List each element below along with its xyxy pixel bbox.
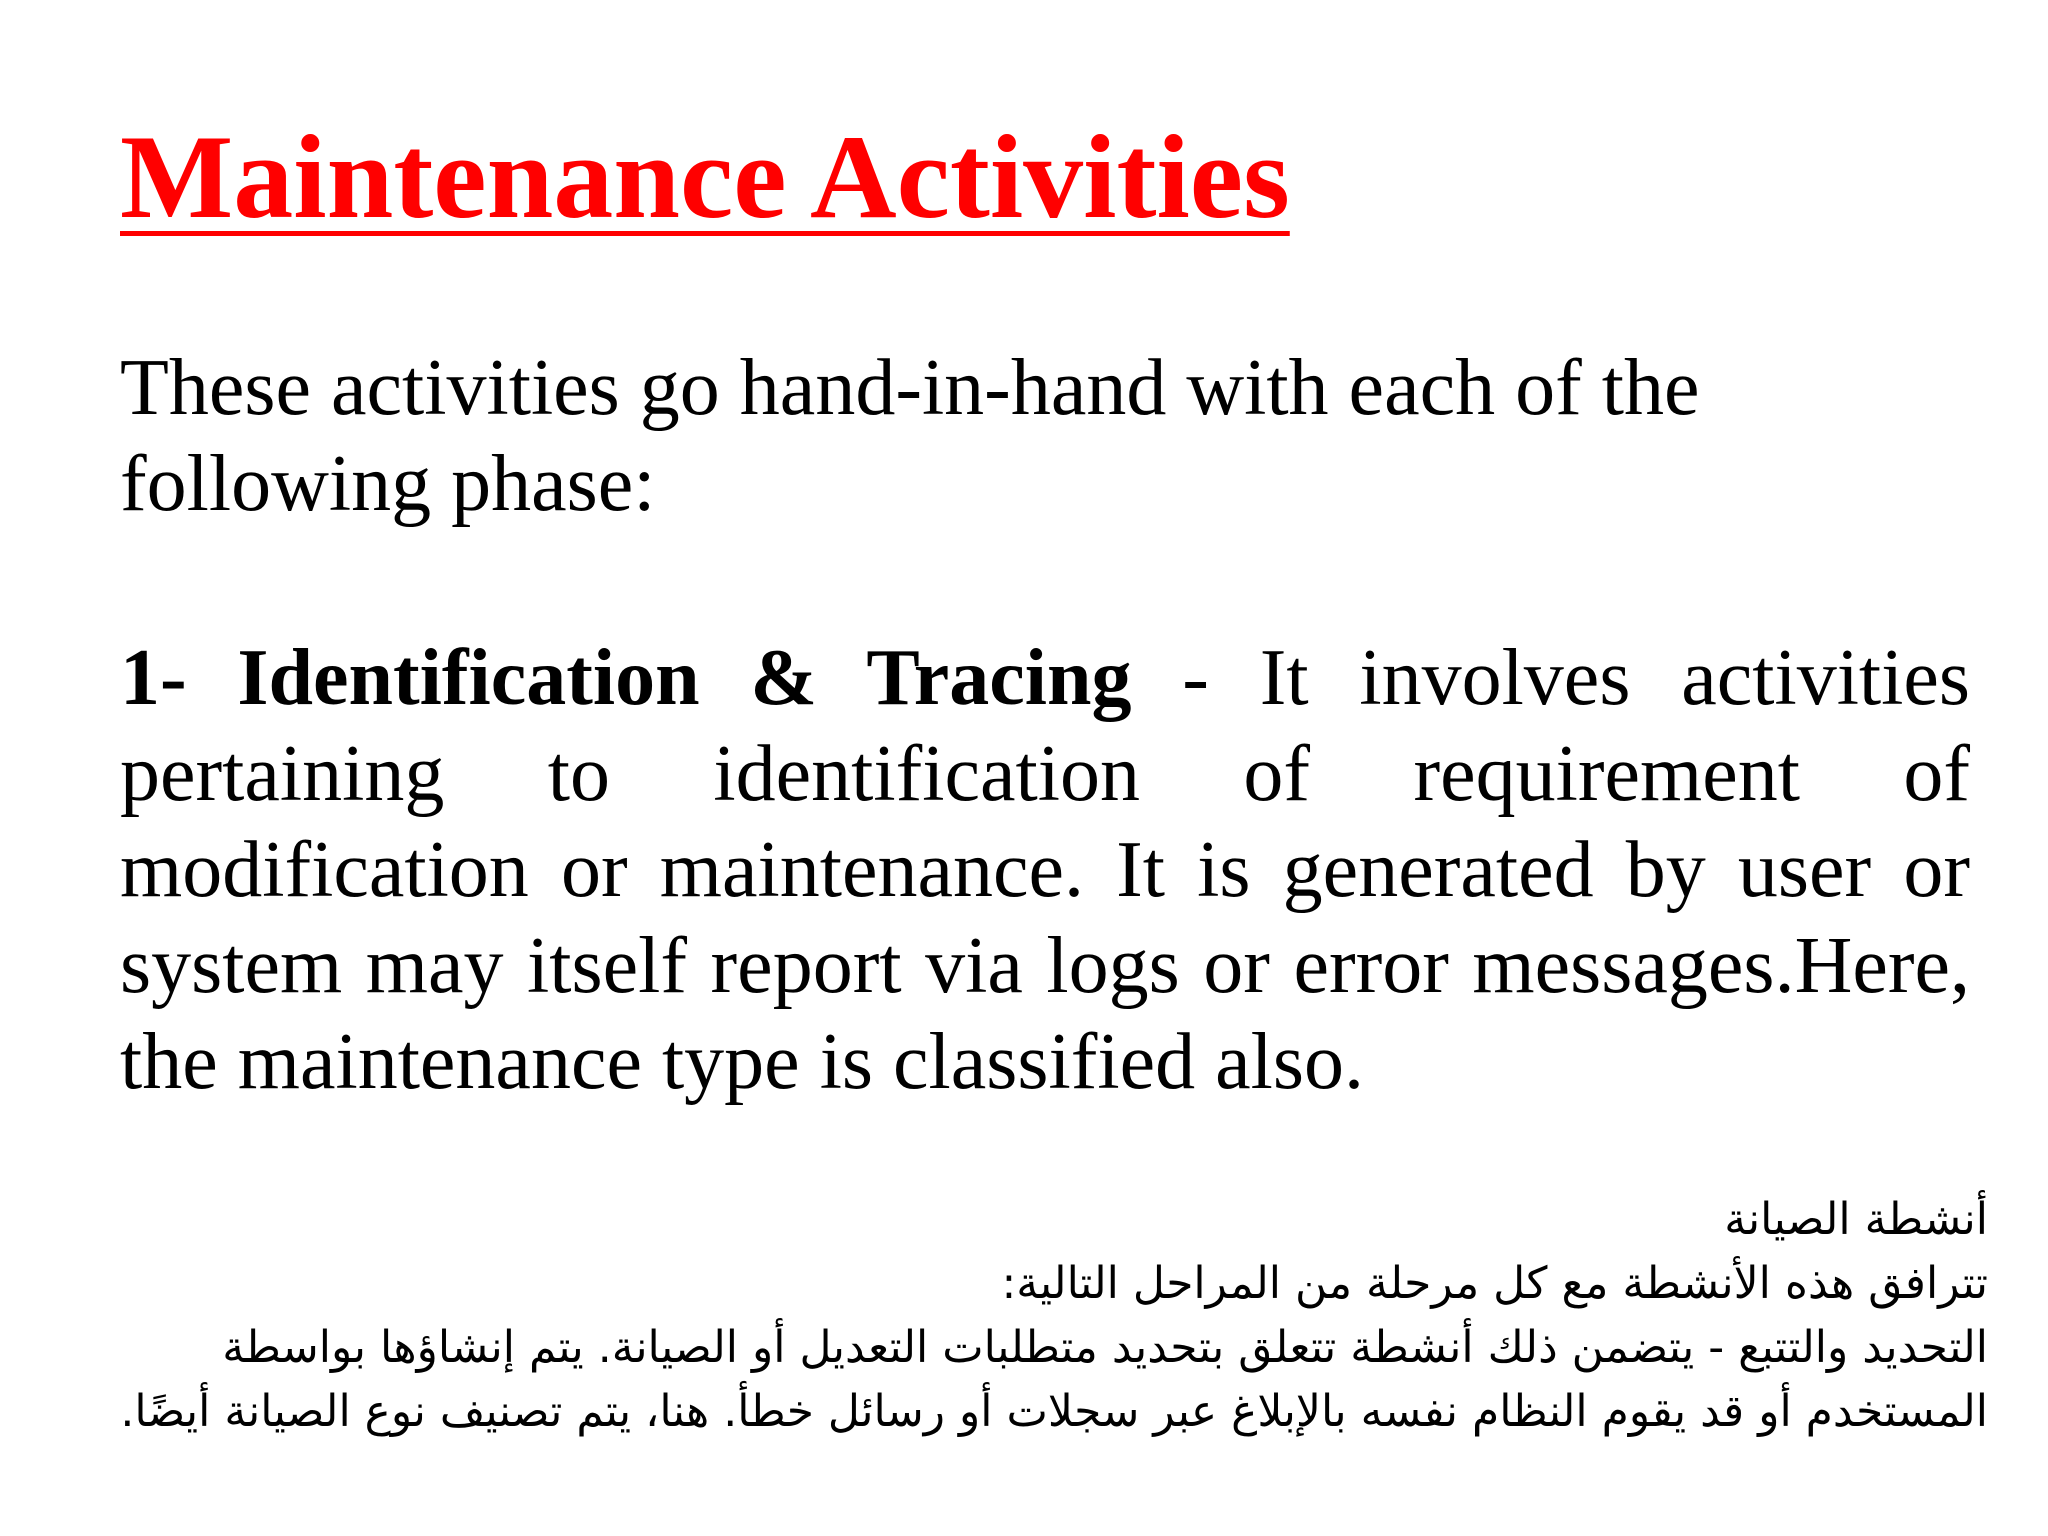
slide-title: Maintenance Activities — [120, 110, 1290, 243]
point-separator: - — [1131, 634, 1260, 722]
arabic-intro: تترافق هذه الأنشطة مع كل مرحلة من المراحل التالية: — [1001, 1258, 1988, 1309]
arabic-body: التحديد والتتبع - يتضمن ذلك أنشطة تتعلق بتحديد متطلبات التعديل أو الصيانة. يتم إنشاؤها بواسطة المستخدم أو قد يقوم النظام نفسه بالإبلاغ عبر سجلات أو رسائل خطأ. هنا، يتم تصنيف نوع الصيانة أيضًا. — [120, 1322, 1988, 1437]
point-body: It involves activities pertaining to identification of requirement of modification or maintenance. It is generated by user or system may itself report via logs or error messages.Here, the maintenance type is classified also. — [120, 634, 1971, 1106]
arabic-heading: أنشطة الصيانة — [1724, 1194, 1988, 1245]
point-paragraph — [120, 630, 1970, 1110]
point-lead: 1- Identification & Tracing — [120, 634, 1132, 722]
arabic-translation — [88, 1188, 1988, 1444]
intro-paragraph: These activities go hand-in-hand with each of the following phase: — [120, 344, 1700, 528]
